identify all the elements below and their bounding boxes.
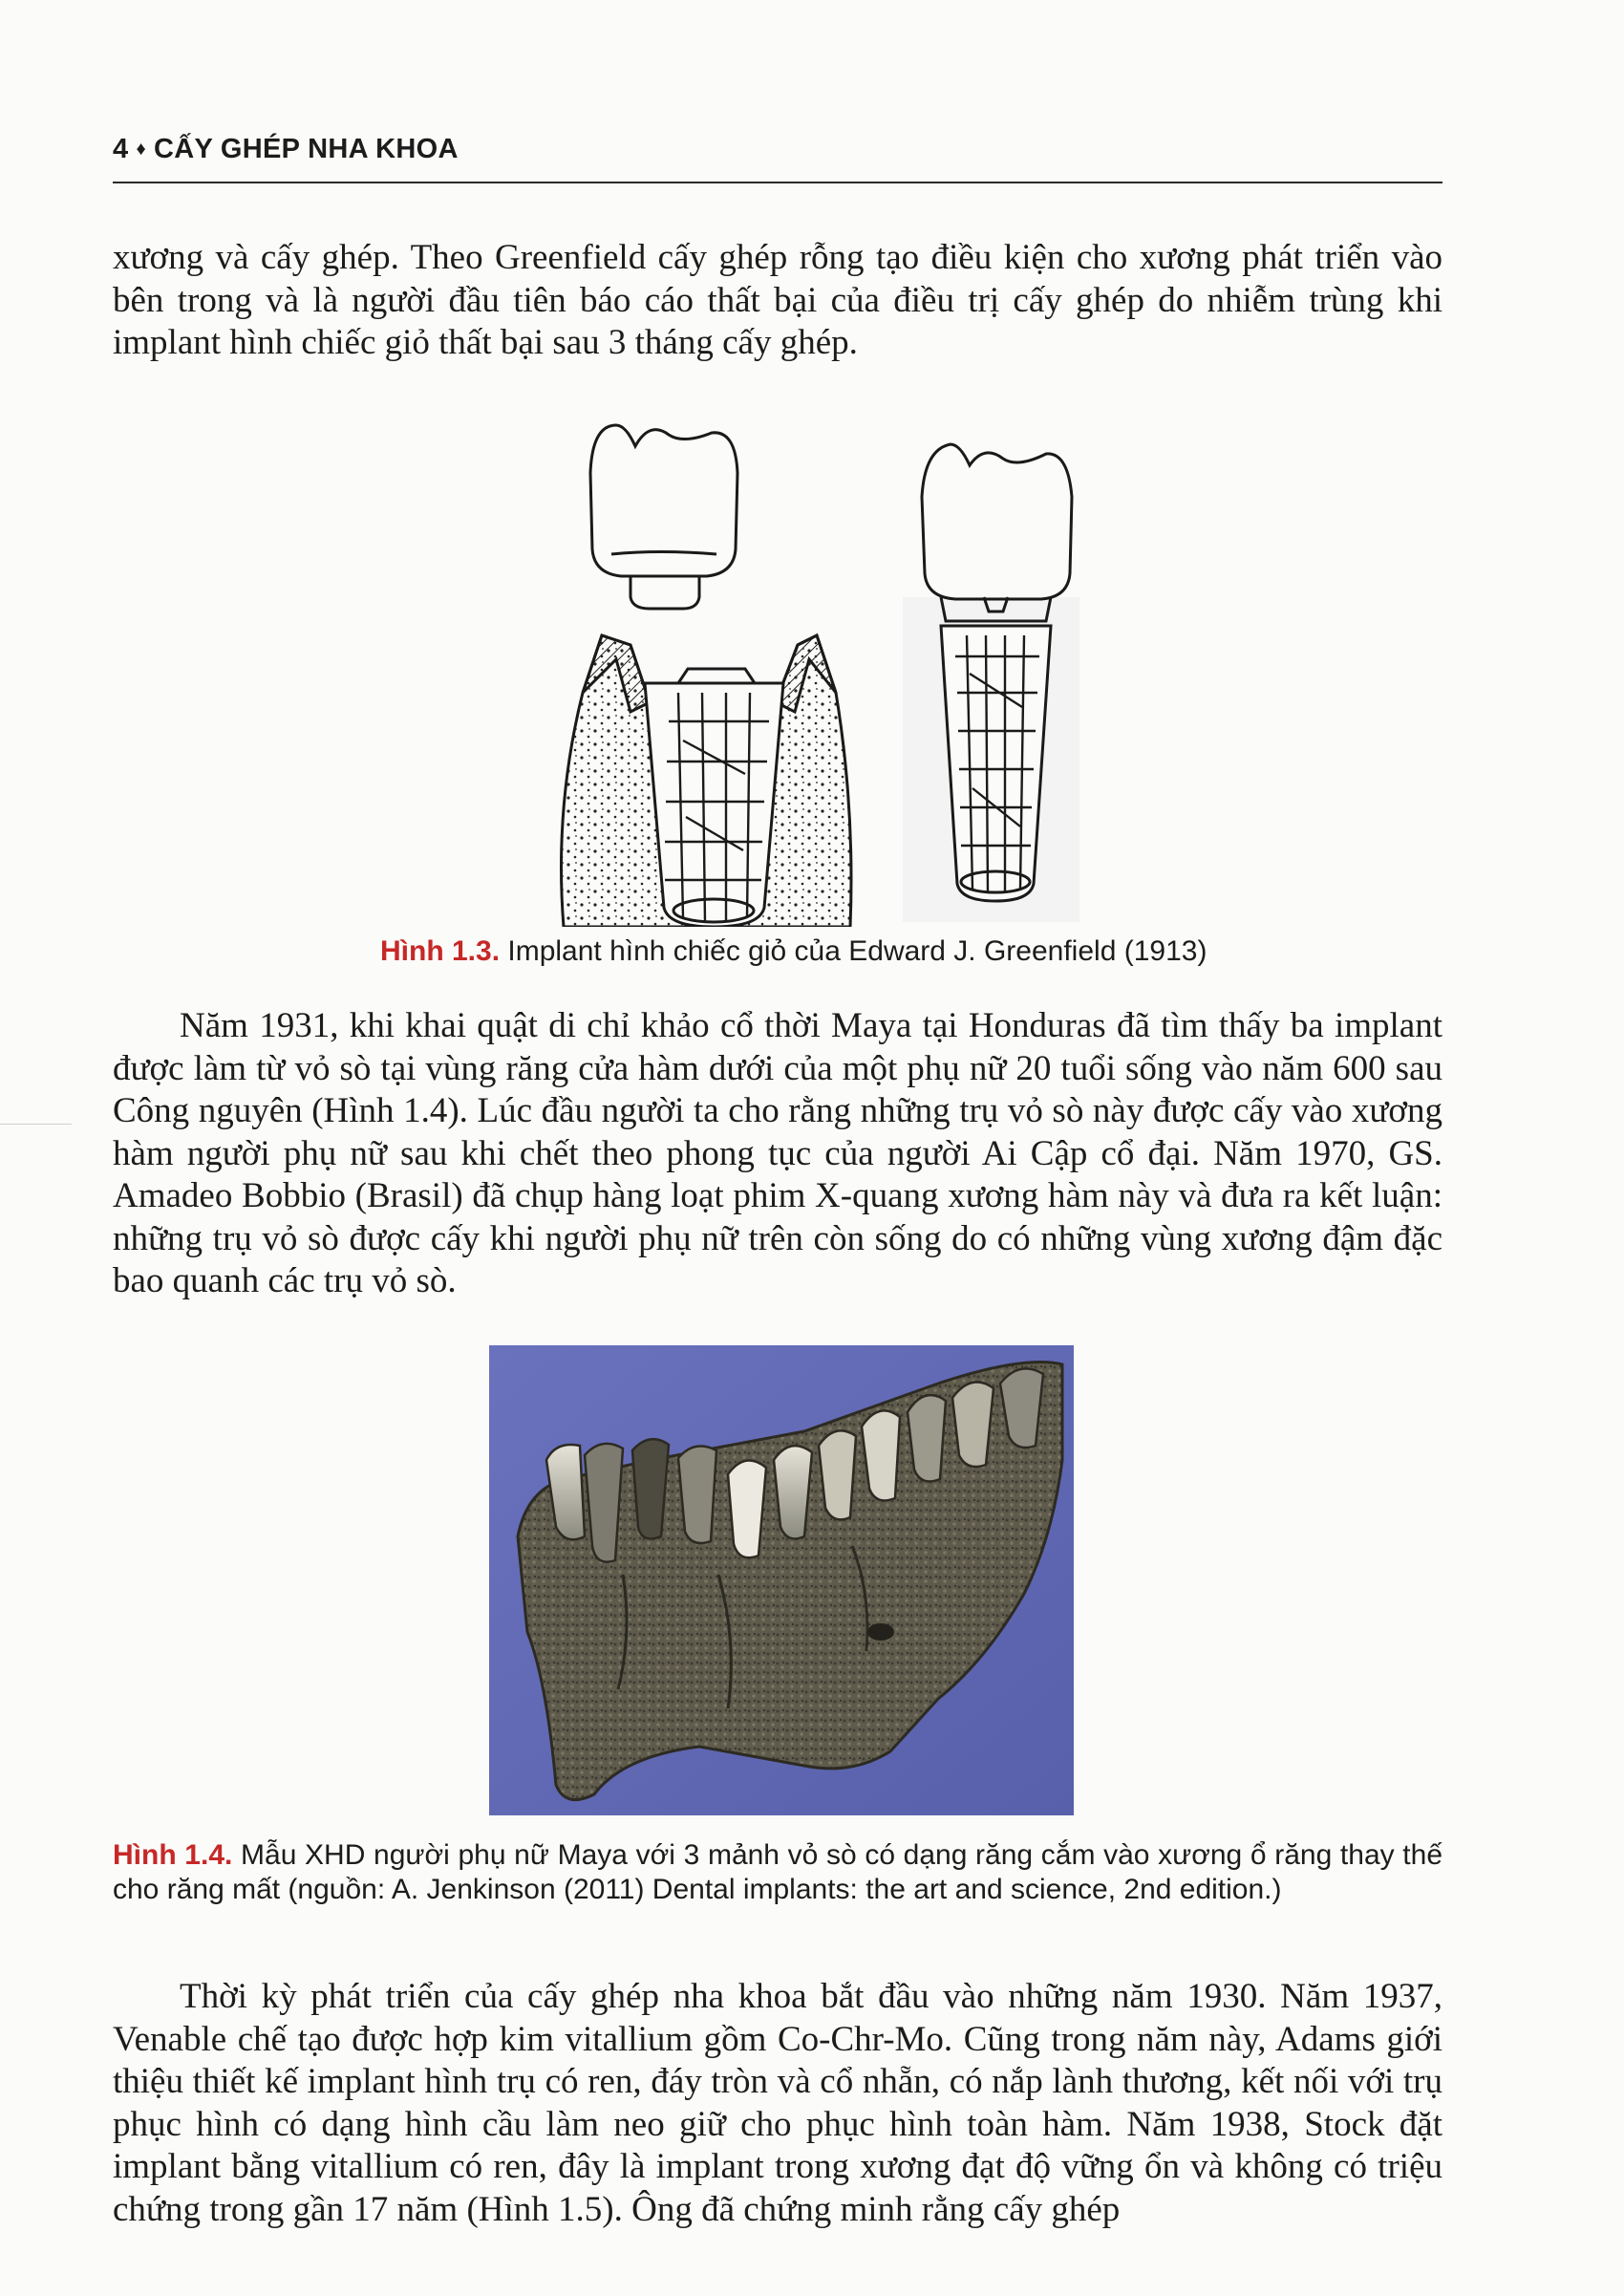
diamond-separator-icon: ♦ (136, 139, 146, 160)
basket-implant-right (941, 626, 1051, 901)
page-number: 4 (113, 134, 129, 164)
basket-implant-left (645, 669, 783, 927)
paragraph-1: xương và cấy ghép. Theo Greenfield cấy ghép rỗng tạo điều kiện cho xương phát triển vào bên trong và là người đầu tiên báo cáo thất bại của điều trị cấy ghép do nhiễm trùng khi implant hình chiếc giỏ thất bại sau 3 tháng cấy ghép. (113, 238, 1442, 362)
margin-mark (0, 1124, 72, 1125)
figure-1-4-label: Hình 1.4. (113, 1839, 233, 1871)
figure-1-3-drawing (525, 406, 1156, 927)
book-title: CẤY GHÉP NHA KHOA (153, 134, 459, 164)
figure-1-3-caption-text: Implant hình chiếc giỏ của Edward J. Greenfield (1913) (500, 935, 1207, 967)
header-rule (113, 182, 1442, 183)
crown-left (590, 425, 737, 609)
figure-1-4-photo (489, 1345, 1074, 1815)
figure-1-3-caption (380, 934, 1207, 969)
figure-1-4-caption-text: Mẫu XHD người phụ nữ Maya với 3 mảnh vỏ sò có dạng răng cắm vào xương ổ răng thay thế cho răng mất (nguồn: A. Jenkinson (2011) Dental implants: the art and science, 2nd edition.) (113, 1839, 1442, 1905)
paragraph-3: Thời kỳ phát triển của cấy ghép nha khoa bắt đầu vào những năm 1930. Năm 1937, Venable chế tạo được hợp kim vitallium gồm Co-Chr-Mo. Cũng trong năm này, Adams giới thiệu thiết kế implant hình trụ có ren, đáy tròn và cổ nhẵn, có nắp lành thương, kết nối với trụ phục hình có dạng hình cầu làm neo giữ cho phục hình toàn hàm. Năm 1938, Stock đặt implant bằng vitallium có ren, đây là implant trong xương đạt độ vững ổn và không có triệu chứng trong gần 17 năm (Hình 1.5). Ông đã chứng minh rằng cấy ghép (113, 1977, 1442, 2229)
crown-right (922, 444, 1072, 621)
figure-1-4-caption (113, 1838, 1442, 1907)
paragraph-2: Năm 1931, khi khai quật di chỉ khảo cổ thời Maya tại Honduras đã tìm thấy ba implant được làm từ vỏ sò tại vùng răng cửa hàm dưới của một phụ nữ 20 tuổi sống vào năm 600 sau Công nguyên (Hình 1.4). Lúc đầu người ta cho rằng những trụ vỏ sò này được cấy vào xương hàm người phụ nữ sau khi chết theo phong tục của người Ai Cập cổ đại. Năm 1970, GS. Amadeo Bobbio (Brasil) đã chụp hàng loạt phim X-quang xương hàm này và đưa ra kết luận: những trụ vỏ sò được cấy khi người phụ nữ trên còn sống do có những vùng xương đậm đặc bao quanh các trụ vỏ sò. (113, 1006, 1442, 1300)
running-header (113, 134, 1441, 165)
figure-1-3-label: Hình 1.3. (380, 935, 501, 967)
